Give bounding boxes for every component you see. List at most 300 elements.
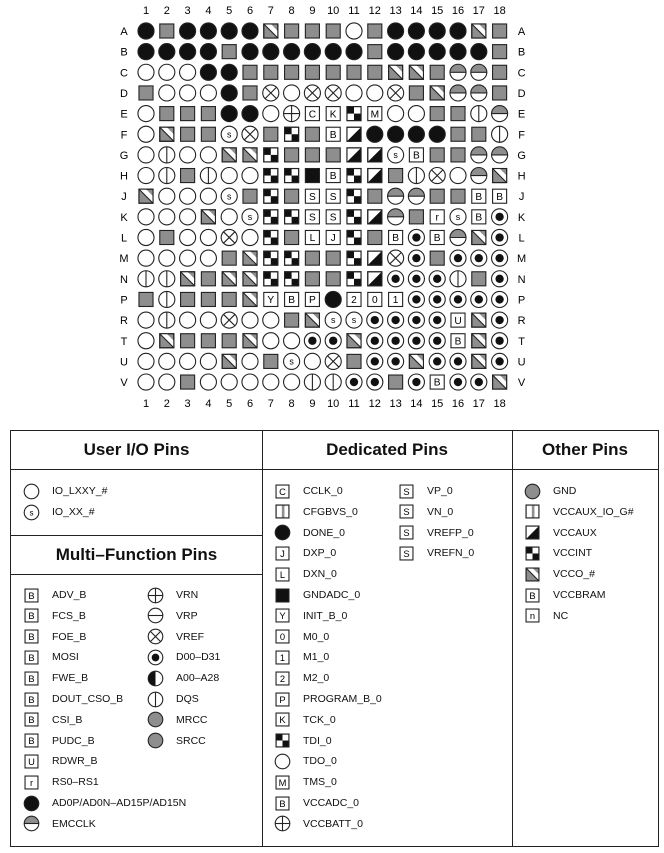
row-label-right: A xyxy=(517,26,526,38)
svg-text:B: B xyxy=(475,191,483,203)
col-label-bottom: 2 xyxy=(163,398,170,410)
pin-0-box-icon xyxy=(368,292,382,306)
data-circle-icon xyxy=(408,333,424,349)
io-pin-circle-icon xyxy=(284,374,300,390)
dedicated-legend-item xyxy=(274,502,358,522)
svg-text:L: L xyxy=(309,233,316,245)
row-label-left: E xyxy=(120,108,128,121)
vref-circle-icon xyxy=(388,250,404,266)
vcco-square-icon xyxy=(409,354,423,368)
analog-dot-icon xyxy=(429,44,445,60)
legend-label: CCLK_0 xyxy=(303,485,343,497)
data-circle-icon xyxy=(367,374,383,390)
io-pin-circle-icon xyxy=(138,250,154,266)
multi-legend-item xyxy=(23,772,99,792)
data-circle-icon xyxy=(429,353,445,369)
svg-text:Y: Y xyxy=(279,611,286,622)
io-pin-circle-icon xyxy=(242,353,258,369)
col-label-bottom: 8 xyxy=(288,398,295,410)
legend-label: VREFN_0 xyxy=(427,547,475,560)
vccaux-square-icon xyxy=(368,210,382,224)
dedicated-title: Dedicated Pins xyxy=(262,431,512,470)
vccint-square-icon xyxy=(264,272,278,286)
vcco-square-icon xyxy=(160,334,174,348)
vccint-square-icon xyxy=(285,210,299,224)
emcclk-circle-icon xyxy=(492,106,508,122)
col-label-bottom: 17 xyxy=(472,398,485,410)
legend-label: IO_LXXY_# xyxy=(52,485,108,497)
svg-text:B: B xyxy=(28,735,35,746)
data-circle-icon xyxy=(492,312,508,328)
io-pin-circle-icon xyxy=(284,333,300,349)
io-pin-circle-icon xyxy=(138,147,154,163)
svg-text:B: B xyxy=(279,798,286,809)
svg-text:M: M xyxy=(278,777,287,788)
legend-label: FCS_B xyxy=(52,609,86,622)
vcco-square-icon xyxy=(472,24,486,38)
svg-text:B: B xyxy=(329,171,337,183)
pin-B-box-icon xyxy=(451,334,465,348)
legend-label: MRCC xyxy=(176,713,208,726)
gnd-square-icon xyxy=(347,65,361,79)
gnd-square-icon xyxy=(305,272,319,286)
svg-text:S: S xyxy=(403,486,410,497)
data-circle-icon xyxy=(450,291,466,307)
col-label-bottom: 18 xyxy=(493,398,506,410)
io-pin-circle-icon xyxy=(159,250,175,266)
multi-legend-item xyxy=(147,731,206,751)
pin-0-box-icon xyxy=(274,628,291,645)
emcclk-circle-icon xyxy=(471,147,487,163)
vcco-square-icon xyxy=(347,334,361,348)
io-xx-circle-icon xyxy=(284,353,300,369)
svg-text:J: J xyxy=(280,548,285,559)
col-label-top: 17 xyxy=(472,5,485,17)
legend-label: VCCBATT_0 xyxy=(303,817,363,830)
io-pin-circle-icon xyxy=(200,374,216,390)
legend-label: DXN_0 xyxy=(303,568,337,581)
io-pin-circle-icon xyxy=(367,85,383,101)
pin-B-box-icon xyxy=(23,691,40,708)
io-pin-circle-icon xyxy=(263,106,279,122)
analog-dot-icon xyxy=(450,23,466,39)
gnd-square-icon xyxy=(430,148,444,162)
analog-dot-icon xyxy=(200,64,216,80)
svg-text:B: B xyxy=(413,150,420,162)
io-pin-circle-icon xyxy=(159,374,175,390)
vccaux-square-icon xyxy=(347,148,361,162)
pin-2-box-icon xyxy=(347,292,361,306)
gnd-square-icon xyxy=(493,65,507,79)
legend-label: CSI_B xyxy=(52,713,83,726)
multi-legend-item xyxy=(147,585,198,605)
data-circle-icon xyxy=(492,353,508,369)
row-label-right: V xyxy=(517,377,526,390)
pin-B-box-icon xyxy=(409,148,423,162)
vccint-square-icon xyxy=(285,127,299,141)
svg-text:B: B xyxy=(529,590,536,601)
legend-label: VRP xyxy=(176,609,198,622)
vref-circle-icon xyxy=(242,126,258,142)
vccint-square-icon xyxy=(347,230,361,244)
analog-dot-icon xyxy=(346,44,362,60)
io-pin-circle-icon xyxy=(180,85,196,101)
vccint-square-icon xyxy=(347,107,361,121)
dedicated-legend-item xyxy=(274,814,363,834)
gnd-square-icon xyxy=(139,86,153,100)
vcco-square-icon xyxy=(181,272,195,286)
pin-Y-box-icon xyxy=(264,292,278,306)
col-label-top: 6 xyxy=(246,5,254,17)
io-pin-circle-icon xyxy=(221,374,237,390)
gnd-square-icon xyxy=(285,24,299,38)
multi-legend-item xyxy=(23,814,96,834)
svg-text:s: s xyxy=(247,211,253,222)
svg-text:B: B xyxy=(433,377,441,389)
vrn-circle-icon xyxy=(147,587,164,604)
io-xx-circle-icon xyxy=(221,188,237,204)
col-label-bottom: 12 xyxy=(368,398,381,410)
svg-text:S: S xyxy=(309,212,316,224)
svg-text:1: 1 xyxy=(279,652,286,663)
io-xx-circle-icon xyxy=(346,312,362,328)
svg-text:P: P xyxy=(279,694,286,705)
dqs-circle-icon xyxy=(408,168,424,184)
vccaux-square-icon xyxy=(347,127,361,141)
gnd-square-icon xyxy=(160,230,174,244)
pin-B-box-icon xyxy=(23,649,40,666)
other-legend-item xyxy=(524,523,597,543)
gnd-square-icon xyxy=(451,148,465,162)
multi-legend-item xyxy=(147,627,204,647)
multi-legend-item xyxy=(23,751,98,771)
pin-B-box-icon xyxy=(326,169,340,183)
gnd-square-icon xyxy=(493,86,507,100)
gnd-square-icon xyxy=(326,251,340,265)
vcco-square-icon xyxy=(493,169,507,183)
row-label-right: N xyxy=(517,273,526,286)
emcclk-circle-icon xyxy=(388,209,404,225)
io-pin-circle-icon xyxy=(200,188,216,204)
pin-B-box-icon xyxy=(23,670,40,687)
dedicated-legend-item xyxy=(274,731,332,751)
svg-text:s: s xyxy=(393,150,398,161)
row-label-left: G xyxy=(119,149,129,162)
svg-text:n: n xyxy=(529,611,536,622)
data-circle-icon xyxy=(147,649,164,666)
other-legend-item xyxy=(524,502,634,522)
row-label-left: C xyxy=(120,67,128,80)
vcco-square-icon xyxy=(243,148,257,162)
svg-text:B: B xyxy=(392,233,399,245)
legend-label: EMCCLK xyxy=(52,817,96,830)
gnd-square-icon xyxy=(368,65,382,79)
legend-label: VRN xyxy=(176,589,199,601)
pin-B-box-icon xyxy=(274,795,291,812)
legend-label: VP_0 xyxy=(427,485,453,497)
gnd-square-icon xyxy=(389,169,403,183)
gnd-square-icon xyxy=(264,354,278,368)
vccint-square-icon xyxy=(347,189,361,203)
svg-text:B: B xyxy=(28,631,35,642)
pin-S-box-icon xyxy=(326,189,340,203)
data-circle-icon xyxy=(388,312,404,328)
vcco-square-icon xyxy=(472,354,486,368)
user-io-legend-item xyxy=(23,502,95,522)
vccint-square-icon xyxy=(264,148,278,162)
analog-dot-icon xyxy=(221,106,237,122)
col-label-top: 4 xyxy=(205,5,212,17)
pin-r-box-icon xyxy=(23,774,40,791)
pin-K-box-icon xyxy=(274,711,291,728)
gnd-square-icon xyxy=(430,251,444,265)
vref-circle-icon xyxy=(147,628,164,645)
col-label-top: 7 xyxy=(267,5,274,17)
gnd-square-icon xyxy=(147,711,164,728)
io-pin-circle-icon xyxy=(138,353,154,369)
gnd-square-icon xyxy=(264,65,278,79)
analog-dot-icon xyxy=(263,44,279,60)
svg-text:0: 0 xyxy=(371,295,378,307)
io-pin-circle-icon xyxy=(23,483,40,500)
analog-dot-icon xyxy=(388,44,404,60)
multi-function-title: Multi–Function Pins xyxy=(11,535,262,575)
emcclk-circle-icon xyxy=(471,85,487,101)
io-pin-circle-icon xyxy=(200,250,216,266)
data-circle-icon xyxy=(408,229,424,245)
data-circle-icon xyxy=(408,250,424,266)
other-legend-item xyxy=(524,564,595,584)
dqs-circle-icon xyxy=(159,291,175,307)
svg-text:P: P xyxy=(309,295,316,307)
analog-dot-icon xyxy=(138,23,154,39)
multi-legend-item xyxy=(147,647,220,667)
vcco-square-icon xyxy=(493,375,507,389)
analog-dot-icon xyxy=(23,795,40,812)
io-pin-circle-icon xyxy=(346,85,362,101)
gnd-square-icon xyxy=(160,24,174,38)
gnd-square-icon xyxy=(285,148,299,162)
legend-label: CFGBVS_0 xyxy=(303,505,358,518)
col-label-bottom: 4 xyxy=(205,398,212,410)
row-label-left: K xyxy=(120,211,128,224)
svg-text:B: B xyxy=(433,233,441,245)
emcclk-circle-icon xyxy=(408,188,424,204)
vrn-circle-icon xyxy=(274,815,291,832)
svg-text:B: B xyxy=(28,652,35,663)
pin-P-box-icon xyxy=(274,691,291,708)
legend-label: VN_0 xyxy=(427,505,454,518)
emcclk-circle-icon xyxy=(471,168,487,184)
vccint-square-icon xyxy=(264,210,278,224)
legend-label: MOSI xyxy=(52,651,79,664)
svg-text:L: L xyxy=(279,569,286,580)
vccint-square-icon xyxy=(285,169,299,183)
svg-text:s: s xyxy=(330,315,336,326)
vcco-square-icon xyxy=(243,292,257,306)
vccint-square-icon xyxy=(264,189,278,203)
data-circle-icon xyxy=(429,291,445,307)
gnd-square-icon xyxy=(243,65,257,79)
pinout-grid xyxy=(0,0,664,410)
analog-dot-icon xyxy=(221,85,237,101)
svg-text:S: S xyxy=(403,548,410,559)
legend-label: RDWR_B xyxy=(52,755,98,768)
legend-label: TDI_0 xyxy=(303,734,332,747)
pin-M-box-icon xyxy=(274,774,291,791)
svg-text:s: s xyxy=(351,315,357,326)
io-pin-circle-icon xyxy=(138,312,154,328)
io-xx-circle-icon xyxy=(23,504,40,521)
col-label-top: 5 xyxy=(226,5,233,17)
multi-legend-item xyxy=(23,689,123,709)
vref-circle-icon xyxy=(221,312,237,328)
row-label-left: R xyxy=(120,315,128,328)
gnd-square-icon xyxy=(409,86,423,100)
io-pin-circle-icon xyxy=(263,374,279,390)
vccint-square-icon xyxy=(264,169,278,183)
io-pin-circle-icon xyxy=(180,250,196,266)
pin-Y-box-icon xyxy=(274,607,291,624)
data-circle-icon xyxy=(492,229,508,245)
dedicated-legend-item xyxy=(274,689,382,709)
vcco-square-icon xyxy=(472,230,486,244)
analog-dot-icon xyxy=(138,44,154,60)
vcco-square-icon xyxy=(222,272,236,286)
analog-dot-icon xyxy=(367,126,383,142)
other-legend-item xyxy=(524,585,606,605)
col-label-top: 8 xyxy=(288,5,295,17)
row-label-left: H xyxy=(120,170,128,183)
legend-label: INIT_B_0 xyxy=(303,609,348,622)
gnd-square-icon xyxy=(201,107,215,121)
legend-label: DQS xyxy=(176,693,199,705)
analog-dot-icon xyxy=(159,44,175,60)
col-label-bottom: 6 xyxy=(246,398,254,410)
analog-dot-icon xyxy=(325,291,341,307)
data-circle-icon xyxy=(388,271,404,287)
io-pin-circle-icon xyxy=(180,188,196,204)
dqs-circle-icon xyxy=(200,168,216,184)
svg-text:s: s xyxy=(289,356,294,367)
gnd-square-icon xyxy=(368,24,382,38)
col-label-bottom: 3 xyxy=(184,398,191,410)
pin-S-box-icon xyxy=(326,210,340,224)
dedicated-legend-item xyxy=(274,793,359,813)
svg-text:U: U xyxy=(454,315,462,327)
dedicated-legend-item xyxy=(274,627,329,647)
pin-B-box-icon xyxy=(285,292,299,306)
row-label-right: G xyxy=(517,149,526,162)
svg-text:B: B xyxy=(28,673,35,684)
data-circle-icon xyxy=(450,250,466,266)
dedicated-legend-item xyxy=(274,585,360,605)
row-label-right: J xyxy=(518,191,525,204)
gnd-square-icon xyxy=(451,189,465,203)
dedicated-legend-item xyxy=(398,523,474,543)
vccaux-square-icon xyxy=(368,148,382,162)
svg-text:2: 2 xyxy=(351,295,357,307)
io-pin-circle-icon xyxy=(200,147,216,163)
legend-label: A00–A28 xyxy=(176,672,220,685)
data-circle-icon xyxy=(471,291,487,307)
legend-label: SRCC xyxy=(176,734,206,747)
io-xx-circle-icon xyxy=(388,147,404,163)
pin-U-box-icon xyxy=(23,753,40,770)
row-label-left: T xyxy=(120,335,128,348)
svg-text:B: B xyxy=(28,611,35,622)
vref-circle-icon xyxy=(221,229,237,245)
io-pin-circle-icon xyxy=(263,333,279,349)
multi-legend-item xyxy=(23,627,86,647)
gnd-square-icon xyxy=(181,127,195,141)
analog-dot-icon xyxy=(408,23,424,39)
legend-label: VCCO_# xyxy=(553,568,596,581)
pin-S-box-icon xyxy=(305,189,319,203)
pin-J-box-icon xyxy=(326,230,340,244)
vccint-square-icon xyxy=(264,251,278,265)
dedicated-legend-item xyxy=(274,668,329,688)
dqs-circle-icon xyxy=(304,374,320,390)
data-circle-icon xyxy=(408,291,424,307)
gnd-square-icon xyxy=(222,45,236,59)
pin-B-box-icon xyxy=(23,732,40,749)
col-label-bottom: 7 xyxy=(267,398,274,410)
multi-legend-item xyxy=(23,668,88,688)
vcco-square-icon xyxy=(243,251,257,265)
data-circle-icon xyxy=(492,250,508,266)
io-pin-circle-icon xyxy=(138,168,154,184)
gnd-square-icon xyxy=(493,24,507,38)
gnd-square-icon xyxy=(368,45,382,59)
legend-label: VREF xyxy=(176,630,205,643)
io-pin-circle-icon xyxy=(180,64,196,80)
multi-legend-item xyxy=(23,793,186,813)
legend-label: VCCBRAM xyxy=(553,589,606,601)
pin-K-box-icon xyxy=(326,107,340,121)
other-title: Other Pins xyxy=(512,431,658,470)
data-circle-icon xyxy=(408,271,424,287)
svg-text:B: B xyxy=(288,295,295,307)
multi-legend-item xyxy=(23,647,79,667)
io-xx-circle-icon xyxy=(325,312,341,328)
dedicated-legend-item xyxy=(274,751,337,771)
data-circle-icon xyxy=(367,353,383,369)
vccaux-square-icon xyxy=(368,169,382,183)
svg-text:C: C xyxy=(308,109,317,121)
gnd-square-icon xyxy=(264,127,278,141)
io-pin-circle-icon xyxy=(159,353,175,369)
row-label-left: L xyxy=(120,232,128,245)
legend-label: VCCINT xyxy=(553,547,593,560)
pin-S-box-icon xyxy=(305,210,319,224)
pin-B-box-icon xyxy=(430,375,444,389)
pin-B-box-icon xyxy=(23,711,40,728)
io-xx-circle-icon xyxy=(450,209,466,225)
pin-L-box-icon xyxy=(305,230,319,244)
vcco-square-icon xyxy=(430,86,444,100)
io-pin-circle-icon xyxy=(346,23,362,39)
legend-label: FWE_B xyxy=(52,672,89,685)
row-label-right: E xyxy=(517,108,526,121)
data-circle-icon xyxy=(388,333,404,349)
svg-text:S: S xyxy=(329,212,337,224)
vccint-square-icon xyxy=(264,230,278,244)
other-legend-item xyxy=(524,606,568,626)
vccint-square-icon xyxy=(347,272,361,286)
legend-label: VCCAUX_IO_G# xyxy=(553,505,634,518)
svg-text:K: K xyxy=(329,109,337,121)
